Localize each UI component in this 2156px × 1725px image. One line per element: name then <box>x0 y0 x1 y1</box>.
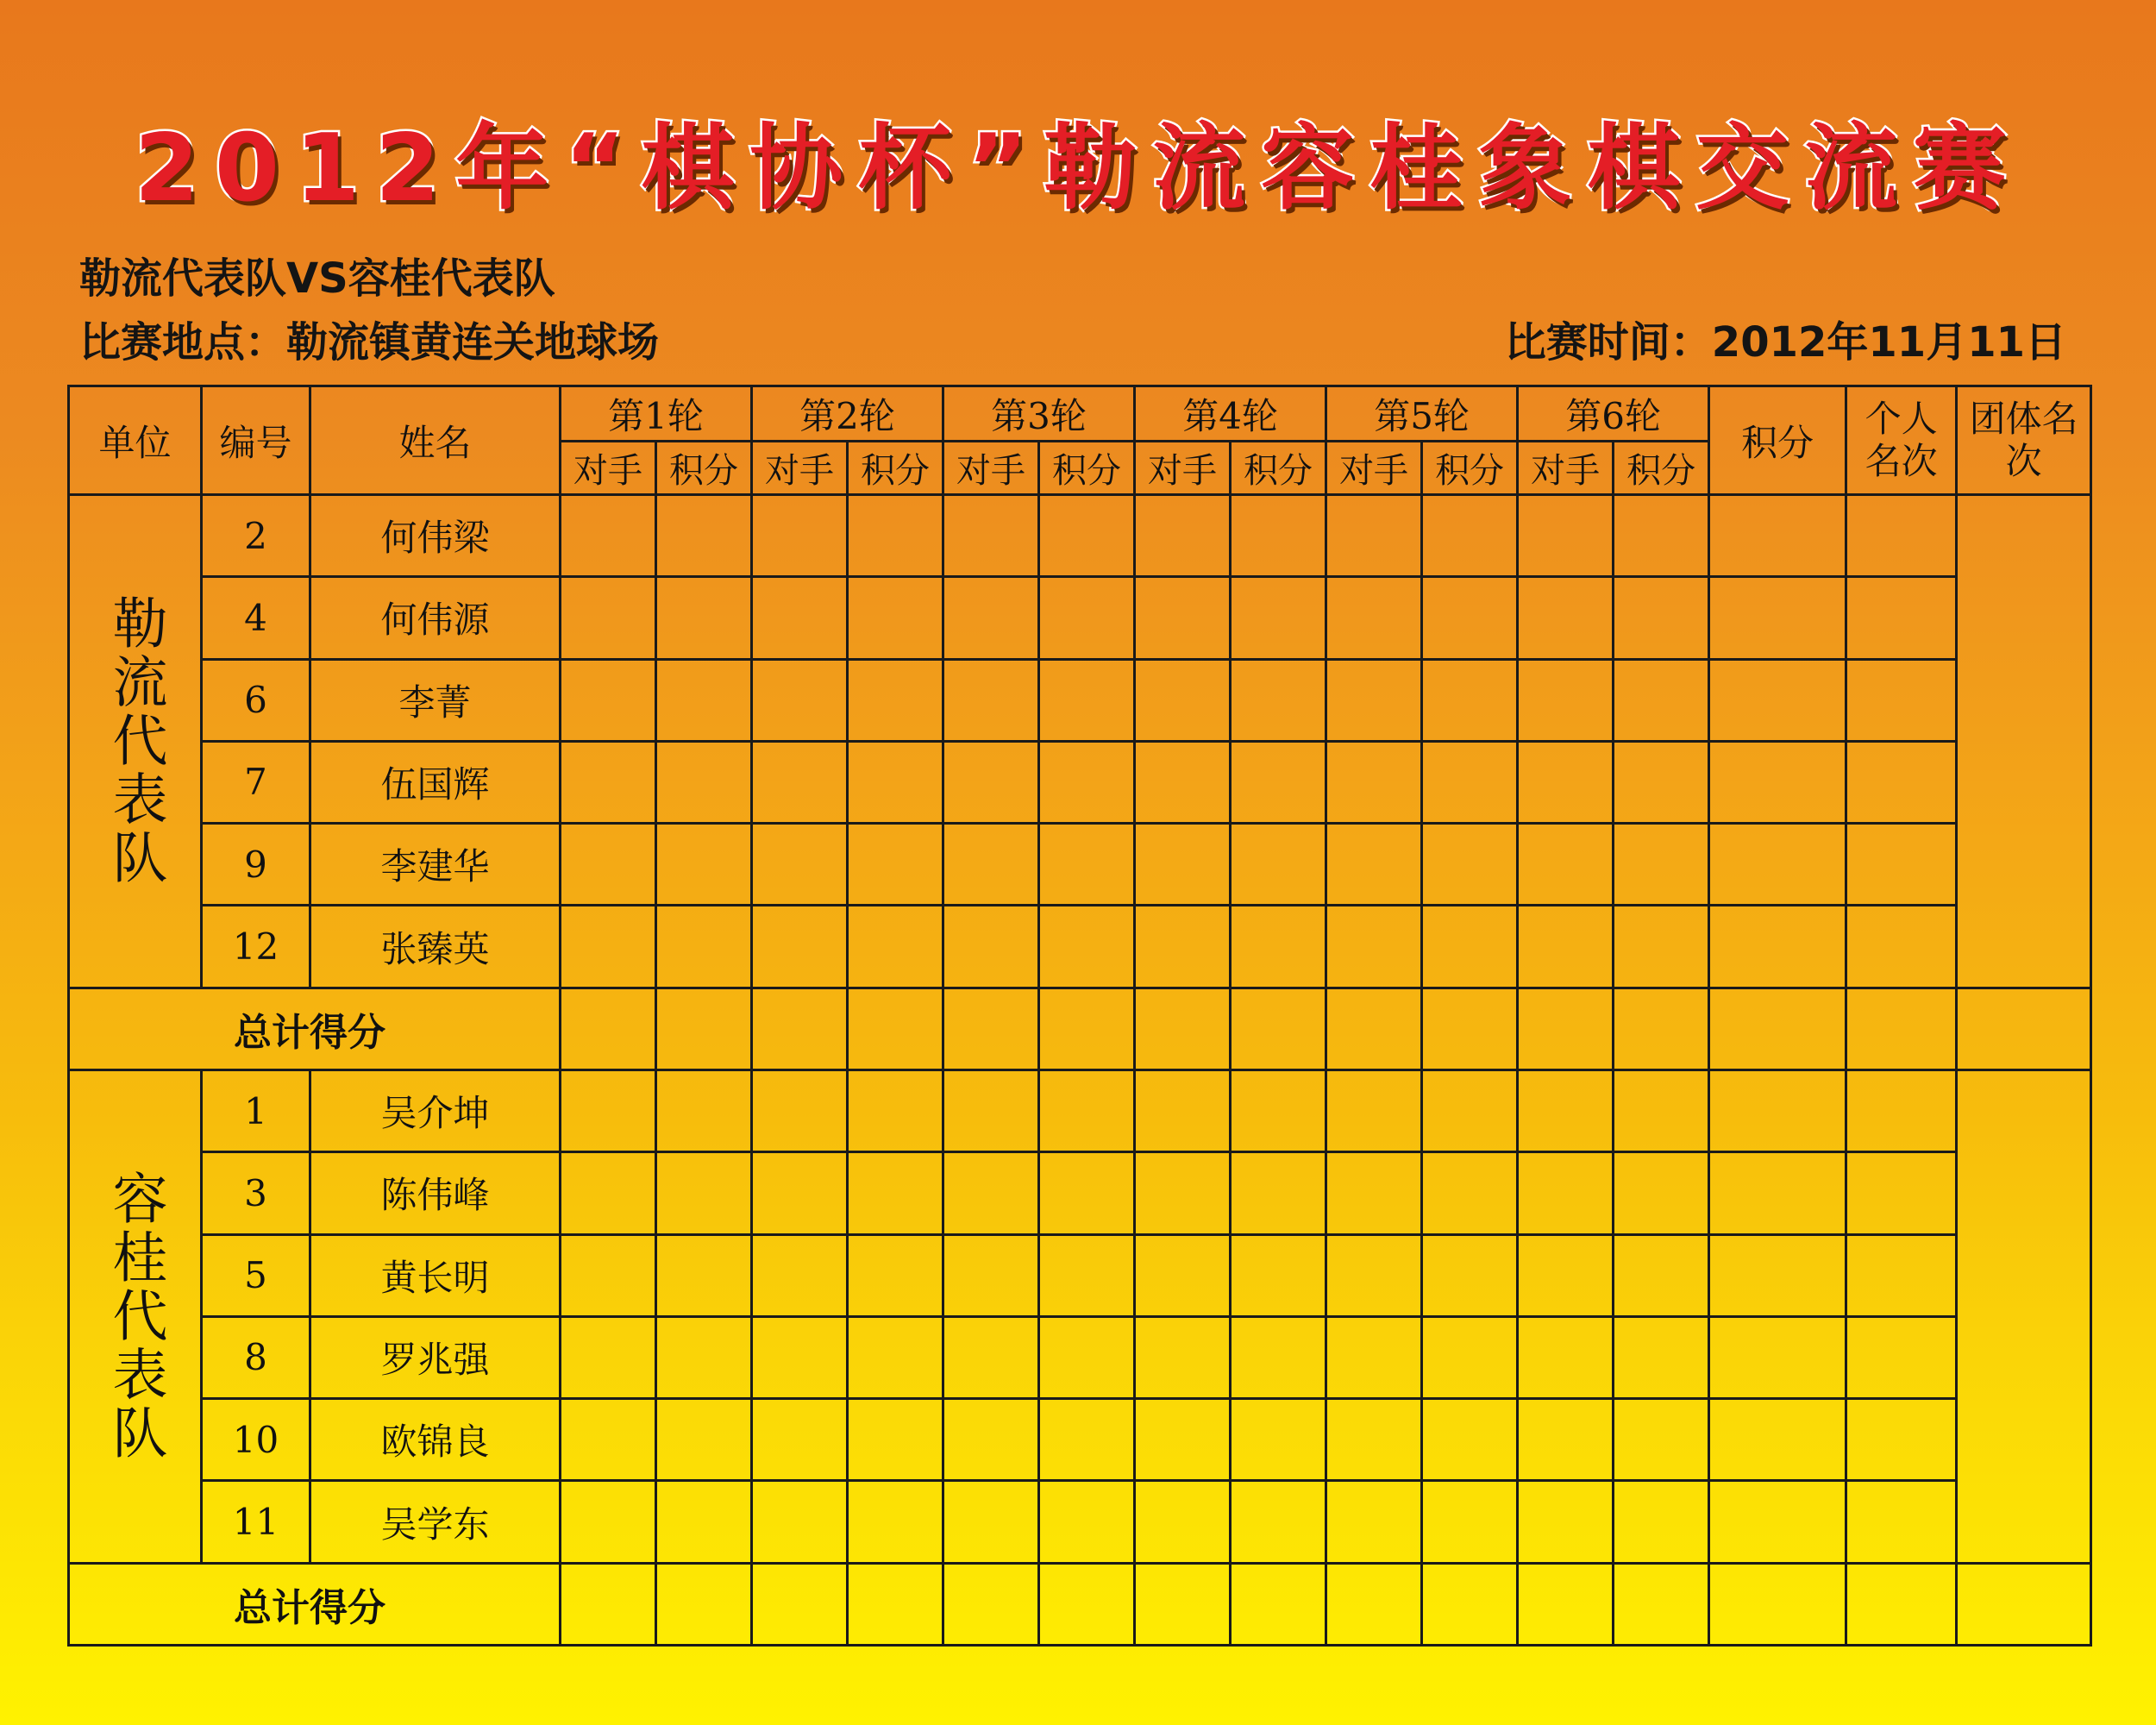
round-opponent-cell[interactable] <box>1135 1234 1231 1316</box>
score-sheet-table <box>67 385 2092 1647</box>
player-row <box>69 1152 2091 1234</box>
points-cell[interactable] <box>1709 577 1846 659</box>
team-total-round-cell[interactable] <box>1614 988 1709 1070</box>
player-number: 8 <box>202 1316 310 1398</box>
round-score-cell[interactable] <box>1039 824 1135 906</box>
round-opponent-cell[interactable] <box>1518 495 1614 577</box>
round-score-cell[interactable] <box>656 741 752 823</box>
team-total-row <box>69 988 2091 1070</box>
round-score-cell[interactable] <box>1231 824 1326 906</box>
team-total-row <box>69 1563 2091 1645</box>
round-score-cell[interactable] <box>848 1399 943 1481</box>
player-name: 何伟源 <box>310 577 561 659</box>
round-score-cell[interactable] <box>656 1399 752 1481</box>
round-opponent-cell[interactable] <box>561 1481 656 1563</box>
round-score-cell[interactable] <box>1614 1234 1709 1316</box>
round-opponent-cell[interactable] <box>943 659 1039 741</box>
round-score-cell[interactable] <box>656 659 752 741</box>
round-score-cell[interactable] <box>1422 906 1518 988</box>
points-cell[interactable] <box>1709 495 1846 577</box>
team-total-round-cell[interactable] <box>848 1563 943 1645</box>
round-opponent-cell[interactable] <box>1518 1399 1614 1481</box>
header-opponent: 对手 <box>1135 442 1231 495</box>
round-score-cell[interactable] <box>656 1070 752 1151</box>
round-score-cell[interactable] <box>848 1481 943 1563</box>
round-score-cell[interactable] <box>1039 741 1135 823</box>
header-round-5: 第5轮 <box>1326 386 1518 442</box>
round-opponent-cell[interactable] <box>561 1152 656 1234</box>
team-total-round-cell[interactable] <box>1231 988 1326 1070</box>
round-score-cell[interactable] <box>1231 1234 1326 1316</box>
round-score-cell[interactable] <box>1614 1316 1709 1398</box>
round-opponent-cell[interactable] <box>1135 824 1231 906</box>
round-score-cell[interactable] <box>1039 577 1135 659</box>
player-row <box>69 1481 2091 1563</box>
round-opponent-cell[interactable] <box>1326 1234 1422 1316</box>
round-score-cell[interactable] <box>848 495 943 577</box>
round-score-cell[interactable] <box>1231 1316 1326 1398</box>
team-name-cell <box>69 1070 202 1563</box>
round-score-cell[interactable] <box>1231 495 1326 577</box>
round-score-cell[interactable] <box>656 1481 752 1563</box>
round-score-cell[interactable] <box>1614 1481 1709 1563</box>
round-score-cell[interactable] <box>1614 659 1709 741</box>
header-team-rank: 团体名次 <box>1957 386 2091 495</box>
round-opponent-cell[interactable] <box>1326 495 1422 577</box>
player-row <box>69 741 2091 823</box>
individual-rank-cell[interactable] <box>1846 1234 1957 1316</box>
round-opponent-cell[interactable] <box>943 824 1039 906</box>
individual-rank-cell[interactable] <box>1846 1481 1957 1563</box>
round-opponent-cell[interactable] <box>1326 659 1422 741</box>
page-title: 2012年“棋协杯”勒流容桂象棋交流赛 <box>134 115 2022 223</box>
team-total-round-cell[interactable] <box>1135 1563 1231 1645</box>
round-score-cell[interactable] <box>1614 1070 1709 1151</box>
team-total-round-cell[interactable] <box>561 1563 656 1645</box>
round-opponent-cell[interactable] <box>1518 659 1614 741</box>
round-opponent-cell[interactable] <box>1518 741 1614 823</box>
individual-rank-cell[interactable] <box>1846 906 1957 988</box>
round-opponent-cell[interactable] <box>1135 741 1231 823</box>
round-opponent-cell[interactable] <box>1135 1399 1231 1481</box>
round-score-cell[interactable] <box>1231 1481 1326 1563</box>
individual-rank-cell[interactable] <box>1846 495 1957 577</box>
round-score-cell[interactable] <box>1039 659 1135 741</box>
round-opponent-cell[interactable] <box>1326 1481 1422 1563</box>
round-score-cell[interactable] <box>1231 741 1326 823</box>
player-name: 李建华 <box>310 824 561 906</box>
team-total-round-cell[interactable] <box>1518 988 1614 1070</box>
individual-rank-cell[interactable] <box>1846 1070 1957 1151</box>
round-opponent-cell[interactable] <box>561 1234 656 1316</box>
player-number: 9 <box>202 824 310 906</box>
round-score-cell[interactable] <box>656 906 752 988</box>
player-number: 6 <box>202 659 310 741</box>
team-name-wrap <box>70 496 200 987</box>
header-round-score: 积分 <box>1422 442 1518 495</box>
player-name: 罗兆强 <box>310 1316 561 1398</box>
round-opponent-cell[interactable] <box>752 1152 848 1234</box>
round-opponent-cell[interactable] <box>752 741 848 823</box>
player-name: 何伟梁 <box>310 495 561 577</box>
round-opponent-cell[interactable] <box>943 1481 1039 1563</box>
round-opponent-cell[interactable] <box>1518 1481 1614 1563</box>
round-opponent-cell[interactable] <box>943 577 1039 659</box>
round-opponent-cell[interactable] <box>561 1316 656 1398</box>
round-opponent-cell[interactable] <box>1135 577 1231 659</box>
individual-rank-cell[interactable] <box>1846 659 1957 741</box>
team-name-wrap <box>70 1071 200 1562</box>
player-name: 陈伟峰 <box>310 1152 561 1234</box>
round-opponent-cell[interactable] <box>752 659 848 741</box>
round-opponent-cell[interactable] <box>1135 906 1231 988</box>
round-score-cell[interactable] <box>1039 1399 1135 1481</box>
round-score-cell[interactable] <box>1614 741 1709 823</box>
round-score-cell[interactable] <box>1614 824 1709 906</box>
round-score-cell[interactable] <box>1422 1234 1518 1316</box>
team-total-round-cell[interactable] <box>1039 1563 1135 1645</box>
team-total-individual-cell[interactable] <box>1846 1563 1957 1645</box>
player-row <box>69 659 2091 741</box>
round-opponent-cell[interactable] <box>1326 906 1422 988</box>
round-opponent-cell[interactable] <box>752 577 848 659</box>
round-score-cell[interactable] <box>1231 1399 1326 1481</box>
individual-rank-cell[interactable] <box>1846 824 1957 906</box>
team-total-round-cell[interactable] <box>1231 1563 1326 1645</box>
header-number: 编号 <box>202 386 310 495</box>
round-opponent-cell[interactable] <box>752 824 848 906</box>
header-round-score: 积分 <box>1231 442 1326 495</box>
round-score-cell[interactable] <box>1614 495 1709 577</box>
team-total-round-cell[interactable] <box>561 988 656 1070</box>
round-score-cell[interactable] <box>1422 577 1518 659</box>
round-score-cell[interactable] <box>656 1152 752 1234</box>
round-score-cell[interactable] <box>1614 577 1709 659</box>
round-opponent-cell[interactable] <box>1518 824 1614 906</box>
round-score-cell[interactable] <box>1422 1399 1518 1481</box>
team-total-individual-cell[interactable] <box>1846 988 1957 1070</box>
player-number: 12 <box>202 906 310 988</box>
player-name: 伍国辉 <box>310 741 561 823</box>
round-score-cell[interactable] <box>848 1316 943 1398</box>
round-score-cell[interactable] <box>1614 1152 1709 1234</box>
player-row <box>69 495 2091 577</box>
round-opponent-cell[interactable] <box>1518 1234 1614 1316</box>
player-row <box>69 906 2091 988</box>
header-round-1: 第1轮 <box>561 386 752 442</box>
team-total-team-cell[interactable] <box>1957 1563 2091 1645</box>
round-score-cell[interactable] <box>1422 1070 1518 1151</box>
round-score-cell[interactable] <box>656 577 752 659</box>
round-score-cell[interactable] <box>656 824 752 906</box>
round-score-cell[interactable] <box>1422 1152 1518 1234</box>
player-name: 吴介坤 <box>310 1070 561 1151</box>
player-name: 黄长明 <box>310 1234 561 1316</box>
round-opponent-cell[interactable] <box>561 741 656 823</box>
round-opponent-cell[interactable] <box>1518 577 1614 659</box>
round-opponent-cell[interactable] <box>561 1399 656 1481</box>
round-opponent-cell[interactable] <box>752 495 848 577</box>
round-opponent-cell[interactable] <box>1135 1316 1231 1398</box>
player-number: 3 <box>202 1152 310 1234</box>
round-opponent-cell[interactable] <box>752 1316 848 1398</box>
team-total-round-cell[interactable] <box>1326 1563 1422 1645</box>
round-opponent-cell[interactable] <box>561 906 656 988</box>
round-score-cell[interactable] <box>1039 1481 1135 1563</box>
round-score-cell[interactable] <box>1614 906 1709 988</box>
round-score-cell[interactable] <box>848 659 943 741</box>
round-opponent-cell[interactable] <box>943 495 1039 577</box>
round-opponent-cell[interactable] <box>1326 1070 1422 1151</box>
team-total-points-cell[interactable] <box>1709 988 1846 1070</box>
points-cell[interactable] <box>1709 1070 1846 1151</box>
team-total-round-cell[interactable] <box>1614 1563 1709 1645</box>
round-score-cell[interactable] <box>848 906 943 988</box>
round-opponent-cell[interactable] <box>1518 1152 1614 1234</box>
header-round-2: 第2轮 <box>752 386 943 442</box>
match-location: 比赛地点：勒流镇黄连关地球场 <box>79 318 660 367</box>
match-date: 比赛时间：2012年11月11日 <box>1504 318 2066 367</box>
team-total-round-cell[interactable] <box>656 1563 752 1645</box>
match-subtitle: 勒流代表队VS容桂代表队 <box>79 254 555 303</box>
round-score-cell[interactable] <box>1039 906 1135 988</box>
team-total-team-cell[interactable] <box>1957 988 2091 1070</box>
round-opponent-cell[interactable] <box>1135 495 1231 577</box>
round-opponent-cell[interactable] <box>1518 1070 1614 1151</box>
round-score-cell[interactable] <box>1422 1316 1518 1398</box>
round-opponent-cell[interactable] <box>1326 577 1422 659</box>
round-opponent-cell[interactable] <box>561 824 656 906</box>
round-score-cell[interactable] <box>1231 1152 1326 1234</box>
header-round-3: 第3轮 <box>943 386 1135 442</box>
header-round-4: 第4轮 <box>1135 386 1326 442</box>
round-opponent-cell[interactable] <box>943 906 1039 988</box>
round-score-cell[interactable] <box>1039 1234 1135 1316</box>
header-opponent: 对手 <box>1326 442 1422 495</box>
individual-rank-cell[interactable] <box>1846 1399 1957 1481</box>
round-score-cell[interactable] <box>1422 495 1518 577</box>
team-total-round-cell[interactable] <box>752 988 848 1070</box>
round-opponent-cell[interactable] <box>1326 824 1422 906</box>
team-total-label: 总计得分 <box>69 1563 561 1645</box>
round-score-cell[interactable] <box>1039 495 1135 577</box>
header-round-score: 积分 <box>1614 442 1709 495</box>
team-total-label: 总计得分 <box>69 988 561 1070</box>
round-score-cell[interactable] <box>1039 1316 1135 1398</box>
player-row <box>69 577 2091 659</box>
team-name: 容桂代表队 <box>103 1170 167 1464</box>
player-number: 4 <box>202 577 310 659</box>
header-opponent: 对手 <box>752 442 848 495</box>
round-opponent-cell[interactable] <box>561 577 656 659</box>
header-row-top <box>69 386 2091 442</box>
header-individual-rank: 个人名次 <box>1846 386 1957 495</box>
header-round-score: 积分 <box>848 442 943 495</box>
team-total-round-cell[interactable] <box>1326 988 1422 1070</box>
round-opponent-cell[interactable] <box>943 1316 1039 1398</box>
team-total-round-cell[interactable] <box>848 988 943 1070</box>
round-opponent-cell[interactable] <box>943 1399 1039 1481</box>
round-score-cell[interactable] <box>1614 1399 1709 1481</box>
round-opponent-cell[interactable] <box>752 1481 848 1563</box>
player-number: 1 <box>202 1070 310 1151</box>
player-number: 7 <box>202 741 310 823</box>
round-score-cell[interactable] <box>1231 906 1326 988</box>
header-round-6: 第6轮 <box>1518 386 1709 442</box>
round-opponent-cell[interactable] <box>752 1070 848 1151</box>
table-body <box>69 495 2091 1646</box>
round-score-cell[interactable] <box>1422 824 1518 906</box>
round-score-cell[interactable] <box>1039 1070 1135 1151</box>
team-name-cell <box>69 495 202 988</box>
header-round-score: 积分 <box>1039 442 1135 495</box>
round-score-cell[interactable] <box>848 741 943 823</box>
player-name: 张臻英 <box>310 906 561 988</box>
team-total-round-cell[interactable] <box>1422 988 1518 1070</box>
round-opponent-cell[interactable] <box>752 906 848 988</box>
team-total-round-cell[interactable] <box>1039 988 1135 1070</box>
player-number: 10 <box>202 1399 310 1481</box>
team-total-round-cell[interactable] <box>943 1563 1039 1645</box>
round-score-cell[interactable] <box>848 824 943 906</box>
player-number: 2 <box>202 495 310 577</box>
player-row <box>69 824 2091 906</box>
player-row <box>69 1234 2091 1316</box>
round-opponent-cell[interactable] <box>561 495 656 577</box>
points-cell[interactable] <box>1709 1399 1846 1481</box>
round-opponent-cell[interactable] <box>943 1152 1039 1234</box>
team-name: 勒流代表队 <box>103 594 167 888</box>
player-name: 欧锦良 <box>310 1399 561 1481</box>
round-opponent-cell[interactable] <box>1135 1152 1231 1234</box>
team-total-round-cell[interactable] <box>1135 988 1231 1070</box>
player-name: 吴学东 <box>310 1481 561 1563</box>
round-score-cell[interactable] <box>1231 577 1326 659</box>
round-score-cell[interactable] <box>1231 1070 1326 1151</box>
round-score-cell[interactable] <box>656 1316 752 1398</box>
team-total-round-cell[interactable] <box>752 1563 848 1645</box>
team-rank-cell[interactable] <box>1957 495 2091 988</box>
round-opponent-cell[interactable] <box>1326 1152 1422 1234</box>
header-opponent: 对手 <box>943 442 1039 495</box>
round-opponent-cell[interactable] <box>752 1399 848 1481</box>
round-score-cell[interactable] <box>1039 1152 1135 1234</box>
round-opponent-cell[interactable] <box>1135 1481 1231 1563</box>
player-row <box>69 1316 2091 1398</box>
individual-rank-cell[interactable] <box>1846 741 1957 823</box>
round-score-cell[interactable] <box>848 577 943 659</box>
header-name: 姓名 <box>310 386 561 495</box>
points-cell[interactable] <box>1709 824 1846 906</box>
individual-rank-cell[interactable] <box>1846 577 1957 659</box>
header-opponent: 对手 <box>1518 442 1614 495</box>
header-points: 积分 <box>1709 386 1846 495</box>
round-score-cell[interactable] <box>656 495 752 577</box>
round-score-cell[interactable] <box>1231 659 1326 741</box>
player-row <box>69 1070 2091 1151</box>
round-score-cell[interactable] <box>1422 1481 1518 1563</box>
round-opponent-cell[interactable] <box>943 741 1039 823</box>
points-cell[interactable] <box>1709 1234 1846 1316</box>
round-score-cell[interactable] <box>1422 741 1518 823</box>
individual-rank-cell[interactable] <box>1846 1316 1957 1398</box>
team-total-points-cell[interactable] <box>1709 1563 1846 1645</box>
round-opponent-cell[interactable] <box>561 1070 656 1151</box>
points-cell[interactable] <box>1709 906 1846 988</box>
points-cell[interactable] <box>1709 741 1846 823</box>
round-opponent-cell[interactable] <box>1326 1316 1422 1398</box>
round-opponent-cell[interactable] <box>943 1070 1039 1151</box>
round-score-cell[interactable] <box>848 1234 943 1316</box>
team-total-round-cell[interactable] <box>1518 1563 1614 1645</box>
team-total-round-cell[interactable] <box>656 988 752 1070</box>
round-opponent-cell[interactable] <box>943 1234 1039 1316</box>
round-score-cell[interactable] <box>848 1152 943 1234</box>
points-cell[interactable] <box>1709 1316 1846 1398</box>
round-opponent-cell[interactable] <box>1518 906 1614 988</box>
header-unit: 单位 <box>69 386 202 495</box>
round-score-cell[interactable] <box>656 1234 752 1316</box>
round-opponent-cell[interactable] <box>561 659 656 741</box>
header-round-score: 积分 <box>656 442 752 495</box>
player-row <box>69 1399 2091 1481</box>
player-number: 11 <box>202 1481 310 1563</box>
team-total-round-cell[interactable] <box>1422 1563 1518 1645</box>
individual-rank-cell[interactable] <box>1846 1152 1957 1234</box>
points-cell[interactable] <box>1709 1481 1846 1563</box>
team-rank-cell[interactable] <box>1957 1070 2091 1563</box>
round-opponent-cell[interactable] <box>1135 659 1231 741</box>
round-opponent-cell[interactable] <box>1326 741 1422 823</box>
round-opponent-cell[interactable] <box>1326 1399 1422 1481</box>
round-opponent-cell[interactable] <box>1135 1070 1231 1151</box>
round-opponent-cell[interactable] <box>752 1234 848 1316</box>
team-total-round-cell[interactable] <box>943 988 1039 1070</box>
player-name: 李菁 <box>310 659 561 741</box>
points-cell[interactable] <box>1709 1152 1846 1234</box>
round-score-cell[interactable] <box>1422 659 1518 741</box>
header-opponent: 对手 <box>561 442 656 495</box>
points-cell[interactable] <box>1709 659 1846 741</box>
round-opponent-cell[interactable] <box>1518 1316 1614 1398</box>
player-number: 5 <box>202 1234 310 1316</box>
round-score-cell[interactable] <box>848 1070 943 1151</box>
